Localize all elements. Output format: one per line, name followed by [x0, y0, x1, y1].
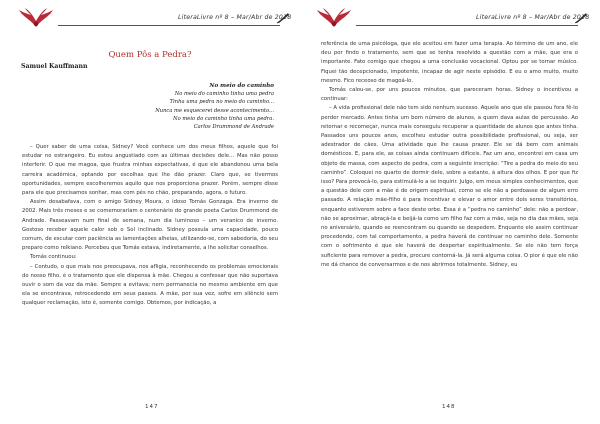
epigraph-line: Nunca me esquecerei desse acontecimento... [155, 107, 274, 114]
wings-logo-icon [18, 7, 54, 31]
header-rule [58, 25, 280, 26]
paragraph: Tomás continuou: [30, 254, 77, 261]
epigraph-line: Tinha uma pedra no meio do caminho... [169, 99, 274, 106]
issue-header: LiteraLivre nº 8 – Mar/Abr de 2018 [178, 14, 292, 21]
article-author: Samuel Kauffmann [21, 63, 88, 70]
paragraph: – Contudo, o que mais nos preocupava, nos afligia, reconhecendo os problemas emocionais do nosso filho, é o tratamento que ele dispensa à mãe. Chegou a confessar que não suportava ouvir o som da voz da mãe. Sempre a evitava; nem permanecia no mesmo ambiente em que ela se encontrava, retrocedendo em seus passos. A mãe, por sua vez, sofre em silêncio sem qualquer reclamação, isto é, somente comigo. Obtemos, por indicação, a [22, 263, 278, 307]
quill-pen-icon [574, 12, 588, 24]
paragraph: Tomás calou-se, por uns poucos minutos, que pareceram horas. Sidney o incentivou a continuar: [321, 87, 578, 103]
right-body-text [321, 40, 578, 270]
right-page [300, 0, 600, 424]
epigraph [155, 82, 274, 131]
paragraph: Assim desabafava, com o amigo Sidney Moura, o idoso Tomás Gonzaga. Era inverno de 2002. Mais três meses e se comemorariam o centenário do grande poeta Carlos Drummond de Andrade. Passeavam num final de semana, num dia luminoso – um veranico de inverno. Gostoso receber aquele calor sob o Sol inclinado. Sidney possuía uma capacidade, pouco comum, de escutar com paciência as lamentações alheias, utilizando-se, com sabedoria, do seu preparo como relkiano. Percebeu que Tomás estava, indiretamente, a lhe solicitar conselhos. [22, 199, 278, 252]
wings-logo-icon [316, 7, 352, 31]
paragraph: – Quer saber de uma coisa, Sidney? Você conhece um dos meus filhos, aquele que foi estudar no estrangeiro. Eu estou angustiado com as últimas decisões dele… Mas não posso interferir. O que me magoa, que frustra minhas expectativas, é que ele abandonou uma bela carreira acadêmica, optando por escolhas que lhe dão prazer. Claro que, se tivermos oportunidades, sempre escolheremos aquilo que nos proporciona prazer. Porém, sempre disse para ele que precisamos sonhar, mas com pés no chão, preparando, agora, o futuro. [22, 144, 278, 197]
page-number: 148 [442, 404, 456, 410]
epigraph-title: No meio do caminho [209, 83, 274, 89]
paragraph: – A vida profissional dele não tem sido nenhum sucesso. Aquele ano que ele passou fora fê-lo perder mercado. Antes tinha um bom número de alunos, a quem dava aulas de percussão. Ao retornar e recomeçar, nunca mais conseguiu recuperar a quantidade de alunos que antes tinha. Passados uns poucos anos, escolheu estudar outra possibilidade profissional, ou seja, ser adestrador de cães. Uma atividade que lhe causa prazer. Ele se dá bem com animais domésticos. E, para ele, as coisas ainda continuam difíceis. Faz um ano, encontrei em casa um objeto de massa, com aspecto de pedra, com a seguinte inscrição: “Tire a pedra do meio do seu caminho”. Coloquei no quarto de dormir dele, sobre a estante, à altura dos olhos. E por que fiz isso? Para provocá-lo, para estimulá-lo a se inquirir. Julgo, em meus simples conhecimentos, que a questão dele com a mãe é de origem espiritual, como se ele não a perdoasse de algum erro passado. A relação mãe-filho é para incentivar e elevar o amor entre dois seres transitórios, enquanto estiverem sobre a face deste orbe. Essa é a “pedra no caminho” dele: não a perdoar, não se aproximar, abraçá-la e beijá-la como um filho faz com a mãe, seja no dia das mães, seja no aniversário, quando se reencontram ou quando se despedem. Enquanto ele assim continuar procedendo, com tal comportamento, a pedra haverá de continuar no caminho dele. Somente com o sofrimento é que ele haverá de despertar espiritualmente. Se ele não tem força suficiente para remover a pedra, procure contorná-la. Já será alguma coisa. O pior é que ele não me dá chance de conversarmos e de nos abrirmos totalmente. Sidney, eu [321, 105, 578, 268]
quill-pen-icon [276, 12, 290, 24]
epigraph-line: No meio do caminho tinha uma pedra [174, 91, 274, 98]
header-rule [356, 25, 578, 26]
epigraph-line: No meio do caminho tinha uma pedra. [173, 115, 274, 122]
epigraph-attribution: Carlos Drummond de Andrade [193, 124, 274, 131]
article-title: Quem Pôs a Pedra? [108, 50, 192, 60]
paragraph: referência de uma psicóloga, que ele aceitou em fazer uma terapia. Ao término de um ano, ele deu por findo o tratamento, sem que se tenha resolvido a questão com a mãe, que era o importante. Fato comigo que chegou a uma conclusão vocacional. Optou por se tornar músico. Fiquei tão decepcionado, impotente, incapaz de agir neste episódio. E eu o amo muito, muito mesmo. Fico receoso de magoá-lo. [321, 41, 578, 84]
page-number: 147 [145, 404, 159, 410]
left-body-text [22, 143, 278, 309]
issue-header: LiteraLivre nº 8 – Mar/Abr de 2018 [476, 14, 590, 21]
